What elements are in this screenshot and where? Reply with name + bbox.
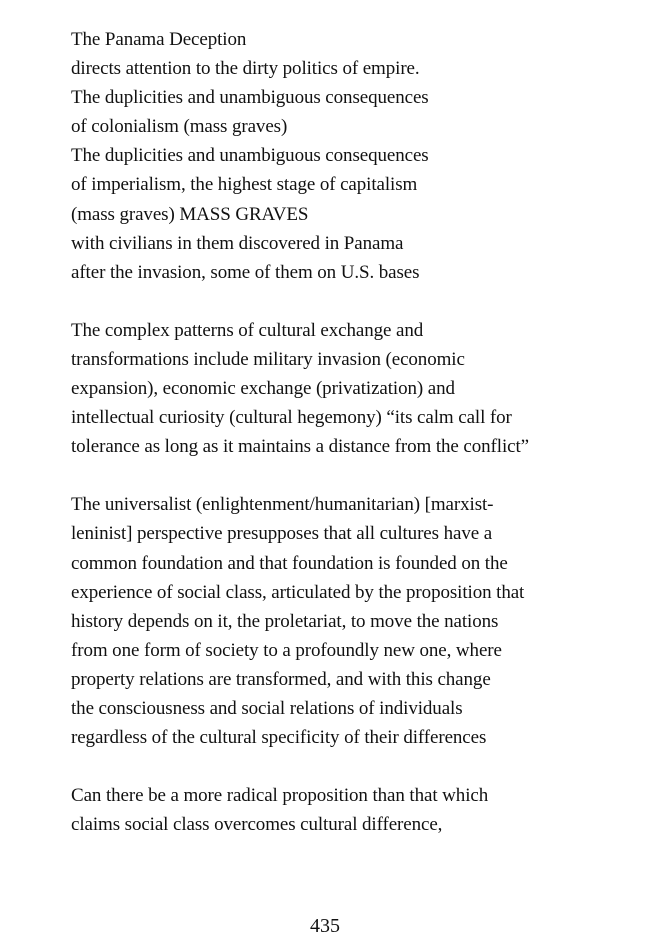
- text-line: common foundation and that foundation is founded on the: [71, 552, 508, 574]
- text-line: after the invasion, some of them on U.S. bases: [71, 261, 420, 283]
- text-line: The Panama Deception: [71, 29, 247, 50]
- text-line: intellectual curiosity (cultural hegemony) “its calm call for: [71, 407, 512, 429]
- text-line: expansion), economic exchange (privatization) and: [71, 378, 455, 400]
- text-line: the consciousness and social relations of individuals: [71, 697, 463, 719]
- stanza-3: [71, 490, 611, 752]
- stanza-4: [71, 781, 611, 839]
- text-line: The duplicities and unambiguous consequences: [71, 87, 429, 109]
- text-line: of imperialism, the highest stage of capitalism: [71, 174, 418, 196]
- text-line: The complex patterns of cultural exchange and: [71, 319, 424, 341]
- text-line: property relations are transformed, and with this change: [71, 668, 491, 690]
- page-number: 435: [310, 915, 340, 937]
- text-line: Can there be a more radical proposition than that which: [71, 785, 489, 807]
- text-line: (mass graves) MASS GRAVES: [71, 203, 309, 225]
- text-line: experience of social class, articulated by the proposition that: [71, 581, 525, 603]
- text-line: leninist] perspective presupposes that all cultures have a: [71, 523, 493, 545]
- page-body: [71, 25, 611, 868]
- text-line: regardless of the cultural specificity of their differences: [71, 727, 487, 749]
- text-line: The duplicities and unambiguous consequences: [71, 145, 429, 167]
- stanza-2: [71, 316, 611, 461]
- stanza-1: [71, 25, 611, 287]
- text-line: The universalist (enlightenment/humanitarian) [marxist-: [71, 494, 494, 516]
- text-line: claims social class overcomes cultural difference,: [71, 814, 443, 836]
- text-line: of colonialism (mass graves): [71, 116, 288, 138]
- text-line: transformations include military invasion (economic: [71, 348, 465, 370]
- text-line: history depends on it, the proletariat, to move the nations: [71, 610, 499, 632]
- text-line: with civilians in them discovered in Panama: [71, 232, 404, 254]
- text-line: from one form of society to a profoundly new one, where: [71, 639, 502, 661]
- text-line: directs attention to the dirty politics of empire.: [71, 58, 420, 80]
- text-line: tolerance as long as it maintains a distance from the conflict”: [71, 436, 529, 458]
